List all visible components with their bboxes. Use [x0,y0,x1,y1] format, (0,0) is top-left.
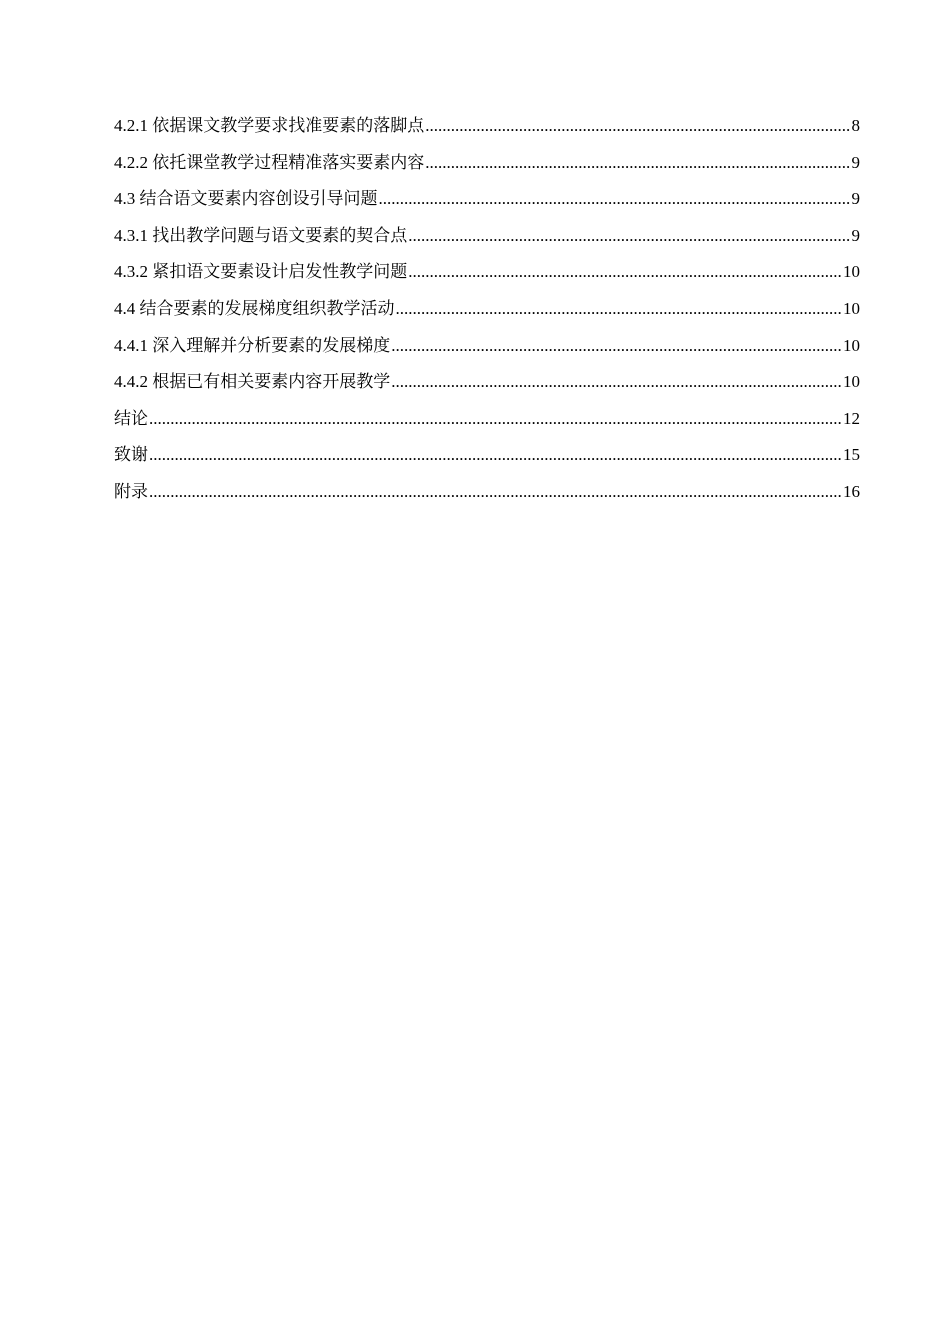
toc-entry-title: 4.4 结合要素的发展梯度组织教学活动 [114,298,395,318]
toc-page-number: 9 [851,225,860,245]
toc-dot-leader [391,334,842,358]
toc-entry-title: 4.4.1 深入理解并分析要素的发展梯度 [114,335,391,355]
toc-page-number: 9 [851,152,860,172]
toc-page-number: 10 [843,262,860,282]
toc-entry[interactable] [114,114,860,151]
toc-page-number: 10 [843,335,860,355]
toc-dot-leader [396,297,843,321]
toc-entry-title: 4.4.2 根据已有相关要素内容开展教学 [114,372,391,392]
toc-dot-leader [149,443,842,467]
toc-entry[interactable] [114,151,860,188]
toc-entry-title: 4.2.1 依据课文教学要求找准要素的落脚点 [114,116,425,135]
toc-page-number: 16 [843,481,860,501]
toc-entry-title: 致谢 [114,445,148,465]
toc-entry-title: 4.3 结合语文要素内容创设引导问题 [114,189,378,209]
toc-entry[interactable] [114,260,860,297]
toc-page-number: 10 [843,298,860,318]
toc-entry[interactable] [114,370,860,407]
toc-entry-title: 4.3.2 紧扣语文要素设计启发性教学问题 [114,262,408,282]
toc-dot-leader [379,187,851,211]
toc-dot-leader [408,260,842,284]
toc-entry[interactable] [114,407,860,444]
toc-dot-leader [425,151,850,175]
toc-entry[interactable] [114,443,860,480]
toc-entry-title: 结论 [114,408,148,428]
toc-dot-leader [391,370,842,394]
toc-entry[interactable] [114,187,860,224]
toc-entry[interactable] [114,224,860,261]
toc-dot-leader [149,480,842,504]
toc-dot-leader [149,407,842,431]
toc-entry-title: 附录 [114,481,148,501]
toc-page-number: 10 [843,372,860,392]
toc-page-number: 15 [843,445,860,465]
toc-entry-title: 4.3.1 找出教学问题与语文要素的契合点 [114,225,408,245]
toc-entry[interactable] [114,297,860,334]
toc-dot-leader [425,114,850,138]
toc-page-number: 9 [851,189,860,209]
table-of-contents [114,114,860,517]
toc-entry[interactable] [114,334,860,371]
toc-page-number: 8 [851,116,860,135]
toc-entry[interactable] [114,480,860,517]
toc-page-number: 12 [843,408,860,428]
toc-dot-leader [408,224,850,248]
toc-entry-title: 4.2.2 依托课堂教学过程精准落实要素内容 [114,152,425,172]
